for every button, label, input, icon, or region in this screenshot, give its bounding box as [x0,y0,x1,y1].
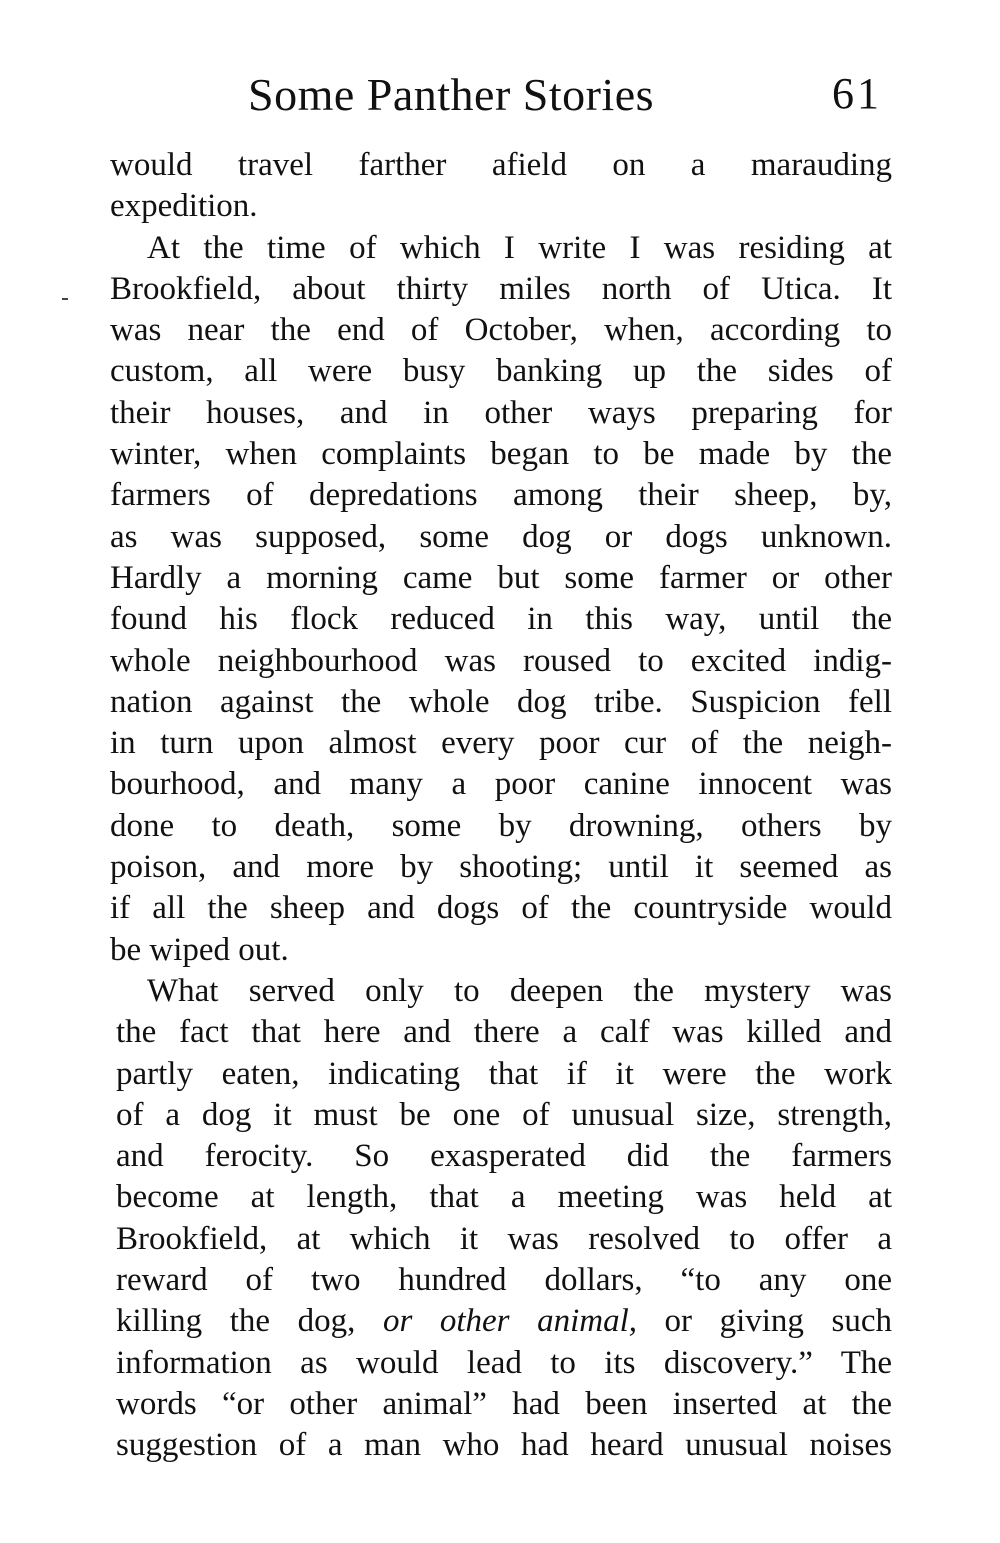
text-line: of a dog it must be one of unusual size, strength, [116,1096,892,1133]
text-line: poison, and more by shooting; until it seemed as [110,849,892,886]
text-line: the fact that here and there a calf was killed and [116,1014,892,1051]
text-line: if all the sheep and dogs of the countryside would [110,890,892,927]
text-line: in turn upon almost every poor cur of the neigh- [110,725,892,762]
text-line: be wiped out. [110,931,289,968]
text-line: custom, all were busy banking up the sides of [110,353,892,390]
text-line: as was supposed, some dog or dogs unknown. [110,518,892,555]
text-line: their houses, and in other ways preparing for [110,394,892,431]
running-title: Some Panther Stories [248,69,655,120]
body-text [110,145,892,1467]
text-line: reward of two hundred dollars, “to any one [116,1262,892,1299]
margin-mark [62,298,68,300]
text-line: information as would lead to its discovery.” The [116,1344,892,1381]
page-header [110,68,890,128]
text-line: farmers of depredations among their sheep, by, [110,477,892,514]
text-line: bourhood, and many a poor canine innocent was [110,766,892,803]
text-line: Hardly a morning came but some farmer or other [110,559,892,596]
text-line: What served only to deepen the mystery was [147,972,892,1009]
text-line: partly eaten, indicating that if it were the work [116,1055,892,1092]
page-number: 61 [832,69,882,118]
text-line: and ferocity. So exasperated did the farmers [116,1138,892,1175]
text-line: suggestion of a man who had heard unusual noises [116,1427,892,1464]
text-line: At the time of which I write I was residing at [147,229,892,266]
text-line: whole neighbourhood was roused to excited indig- [110,642,892,679]
text-line: become at length, that a meeting was held at [116,1179,892,1216]
text-line: would travel farther afield on a marauding [110,147,892,183]
italic-phrase: or other animal, [382,1303,637,1340]
text-line: nation against the whole dog tribe. Suspicion fell [110,683,892,720]
text-line: words “or other animal” had been inserted at the [116,1385,892,1422]
text-line: Brookfield, about thirty miles north of Utica. It [110,270,892,307]
text-line: found his flock reduced in this way, until the [110,601,892,638]
text-line: Brookfield, at which it was resolved to offer a [116,1220,892,1257]
text-line: done to death, some by drowning, others by [110,807,892,844]
text-segment: or giving such [636,1303,892,1340]
text-line: was near the end of October, when, according to [110,312,892,349]
text-line: expedition. [110,188,258,225]
text-line: winter, when complaints began to be made by the [110,436,892,473]
text-segment: killing the dog, [116,1303,383,1340]
text-line-with-italic [116,1301,892,1342]
